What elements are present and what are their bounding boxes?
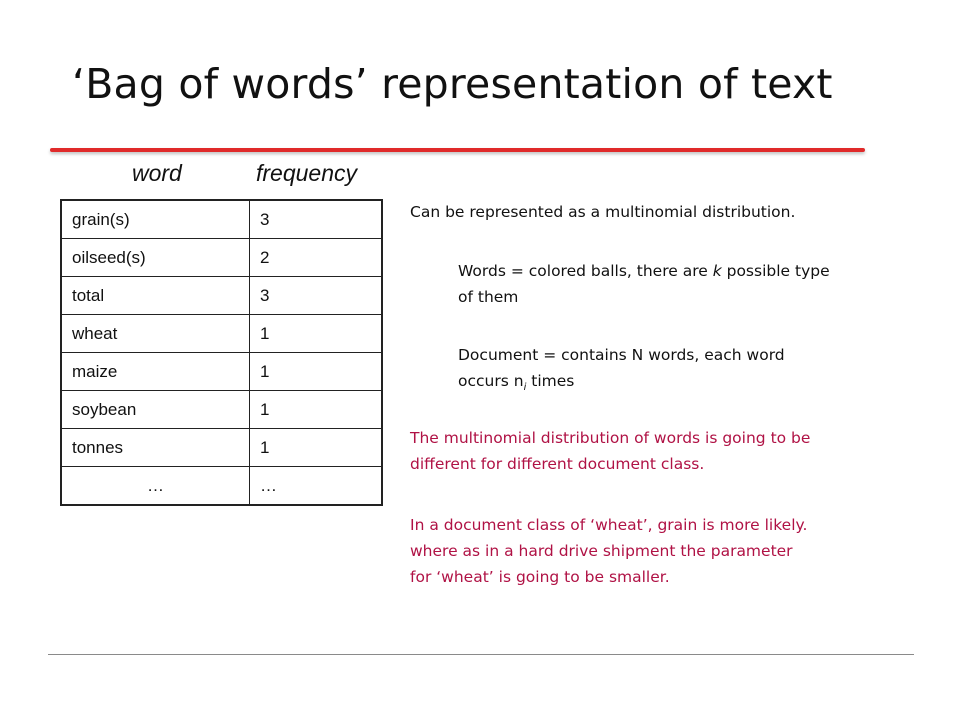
frequency-cell: … bbox=[250, 467, 383, 506]
word-frequency-table bbox=[60, 199, 383, 506]
wheat-example-line-1: In a document class of ‘wheat’, grain is more likely. bbox=[410, 516, 808, 534]
wheat-example-line-3: for ‘wheat’ is going to be smaller. bbox=[410, 568, 670, 586]
k-variable: k bbox=[712, 262, 722, 280]
word-cell: total bbox=[61, 277, 250, 315]
document-text: times bbox=[526, 372, 575, 390]
frequency-cell: 2 bbox=[250, 239, 383, 277]
frequency-cell: 1 bbox=[250, 391, 383, 429]
table-row bbox=[61, 467, 382, 506]
column-header-word: word bbox=[132, 160, 182, 186]
frequency-cell: 3 bbox=[250, 200, 383, 239]
word-cell: oilseed(s) bbox=[61, 239, 250, 277]
document-line-1: Document = contains N words, each word bbox=[458, 346, 785, 364]
word-cell: tonnes bbox=[61, 429, 250, 467]
subscript-i: i bbox=[523, 382, 527, 394]
word-cell: wheat bbox=[61, 315, 250, 353]
class-difference-line-1: The multinomial distribution of words is going to be bbox=[410, 429, 811, 447]
words-text: possible type bbox=[721, 262, 830, 280]
word-cell: soybean bbox=[61, 391, 250, 429]
words-line-2: of them bbox=[458, 288, 519, 306]
frequency-cell: 1 bbox=[250, 353, 383, 391]
table-row bbox=[61, 315, 382, 353]
table-row bbox=[61, 200, 382, 239]
word-cell: maize bbox=[61, 353, 250, 391]
wheat-example-line-2: where as in a hard drive shipment the parameter bbox=[410, 542, 793, 560]
frequency-cell: 1 bbox=[250, 429, 383, 467]
title-underline bbox=[50, 148, 865, 152]
word-cell: … bbox=[61, 467, 250, 506]
footer-divider bbox=[48, 654, 914, 655]
document-paragraph bbox=[458, 342, 928, 401]
wheat-example-paragraph bbox=[410, 512, 930, 590]
word-cell: grain(s) bbox=[61, 200, 250, 239]
table-row bbox=[61, 391, 382, 429]
class-difference-paragraph bbox=[410, 425, 930, 477]
document-line-2 bbox=[458, 368, 928, 401]
frequency-cell: 3 bbox=[250, 277, 383, 315]
table-row bbox=[61, 277, 382, 315]
frequency-cell: 1 bbox=[250, 315, 383, 353]
slide-title: ‘Bag of words’ representation of text bbox=[72, 60, 833, 108]
table-row bbox=[61, 239, 382, 277]
intro-paragraph: Can be represented as a multinomial distribution. bbox=[410, 203, 796, 221]
words-paragraph bbox=[458, 258, 928, 310]
table-row bbox=[61, 353, 382, 391]
table-row bbox=[61, 429, 382, 467]
column-header-frequency: frequency bbox=[256, 160, 358, 186]
document-text: occurs n bbox=[458, 372, 524, 390]
words-text: Words = colored balls, there are bbox=[458, 262, 713, 280]
words-line-1 bbox=[458, 258, 928, 284]
class-difference-line-2: different for different document class. bbox=[410, 455, 705, 473]
